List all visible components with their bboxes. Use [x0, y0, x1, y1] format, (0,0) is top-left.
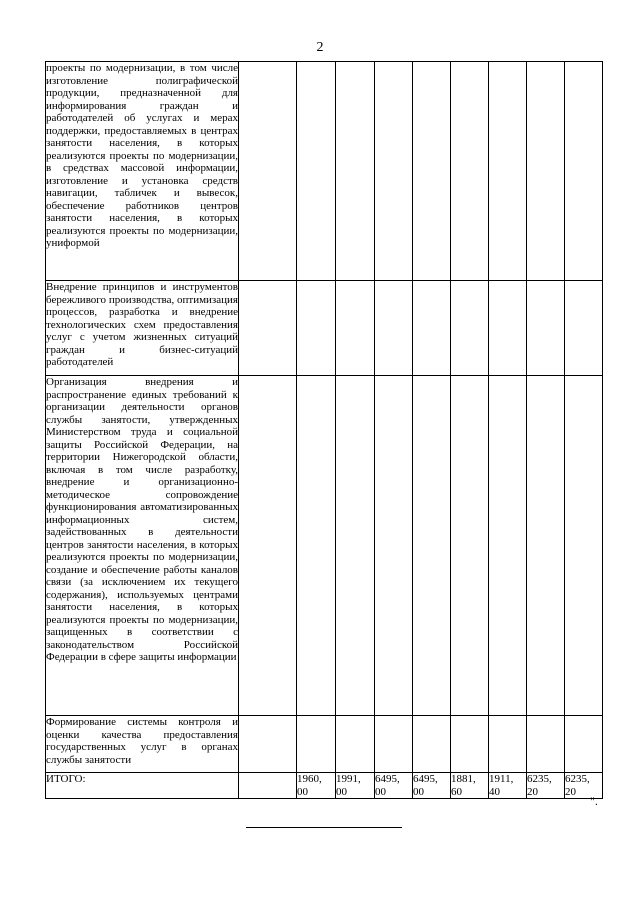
empty-cell	[489, 281, 527, 376]
empty-cell	[239, 716, 297, 773]
empty-cell	[413, 716, 451, 773]
empty-cell	[413, 376, 451, 716]
empty-cell	[451, 281, 489, 376]
bottom-divider	[246, 827, 402, 828]
empty-cell	[489, 376, 527, 716]
total-value: 1881, 60	[451, 773, 489, 799]
empty-cell	[489, 62, 527, 281]
empty-cell	[565, 376, 603, 716]
empty-cell	[297, 716, 336, 773]
empty-cell	[336, 281, 375, 376]
row-description: Внедрение принципов и инструментов бережливого производства, оптимизация процессов, разработка и внедрение технологических схем предоставления услуг с учетом жизненных ситуаций граждан и бизнес-ситуаций работодателей	[46, 281, 239, 376]
empty-cell	[336, 716, 375, 773]
table-row	[46, 62, 603, 281]
row-description: проекты по модернизации, в том числе изготовление полиграфической продукции, предназначенной для информирования граждан и работодателей об услугах и мерах поддержки, предоставляемых в центрах занятости населения, в которых реализуются проекты по модернизации, в средствах массовой информации, изготовление и установка средств навигации, табличек и вывесок, обеспечение работников центров занятости населения, в которых реализуются проекты по модернизации, униформой	[46, 62, 239, 281]
empty-cell	[527, 716, 565, 773]
empty-cell	[375, 376, 413, 716]
empty-cell	[297, 376, 336, 716]
table-row	[46, 716, 603, 773]
budget-table	[45, 61, 603, 799]
empty-cell	[297, 62, 336, 281]
total-value: 1911, 40	[489, 773, 527, 799]
total-row	[46, 773, 603, 799]
empty-cell	[527, 376, 565, 716]
empty-cell	[239, 773, 297, 799]
empty-cell	[451, 716, 489, 773]
table-row	[46, 376, 603, 716]
total-label: ИТОГО:	[46, 773, 239, 799]
empty-cell	[413, 62, 451, 281]
empty-cell	[239, 281, 297, 376]
empty-cell	[527, 281, 565, 376]
empty-cell	[336, 62, 375, 281]
empty-cell	[565, 281, 603, 376]
row-description: Формирование системы контроля и оценки качества предоставления государственных услуг в органах службы занятости	[46, 716, 239, 773]
empty-cell	[527, 62, 565, 281]
total-value: 6235, 20	[565, 773, 603, 799]
row-description: Организация внедрения и распространение единых требований к организации деятельности органов службы занятости, утвержденных Министерством труда и социальной защиты Российской Федерации, на территории Нижегородской области, включая в том числе разработку, внедрение и организационно-методическое сопровождение функционирования автоматизированных информационных систем, задействованных в деятельности центров занятости населения, в которых реализуются проекты по модернизации, создание и обеспечение работы каналов связи (за исключением их текущего содержания), используемых центрами занятости населения, в которых реализуются проекты по модернизации, защищенных в соответствии с законодательством Российской Федерации в сфере защиты информации	[46, 376, 239, 716]
empty-cell	[565, 716, 603, 773]
empty-cell	[565, 62, 603, 281]
total-value: 6495, 00	[375, 773, 413, 799]
empty-cell	[375, 716, 413, 773]
page-number: 2	[316, 40, 324, 55]
closing-quote-mark: ".	[590, 794, 598, 808]
empty-cell	[239, 62, 297, 281]
empty-cell	[451, 62, 489, 281]
empty-cell	[489, 716, 527, 773]
empty-cell	[375, 62, 413, 281]
total-value: 6495, 00	[413, 773, 451, 799]
total-value: 1960, 00	[297, 773, 336, 799]
empty-cell	[375, 281, 413, 376]
empty-cell	[451, 376, 489, 716]
total-value: 1991, 00	[336, 773, 375, 799]
total-value: 6235, 20	[527, 773, 565, 799]
empty-cell	[336, 376, 375, 716]
empty-cell	[239, 376, 297, 716]
empty-cell	[297, 281, 336, 376]
table-row	[46, 281, 603, 376]
empty-cell	[413, 281, 451, 376]
